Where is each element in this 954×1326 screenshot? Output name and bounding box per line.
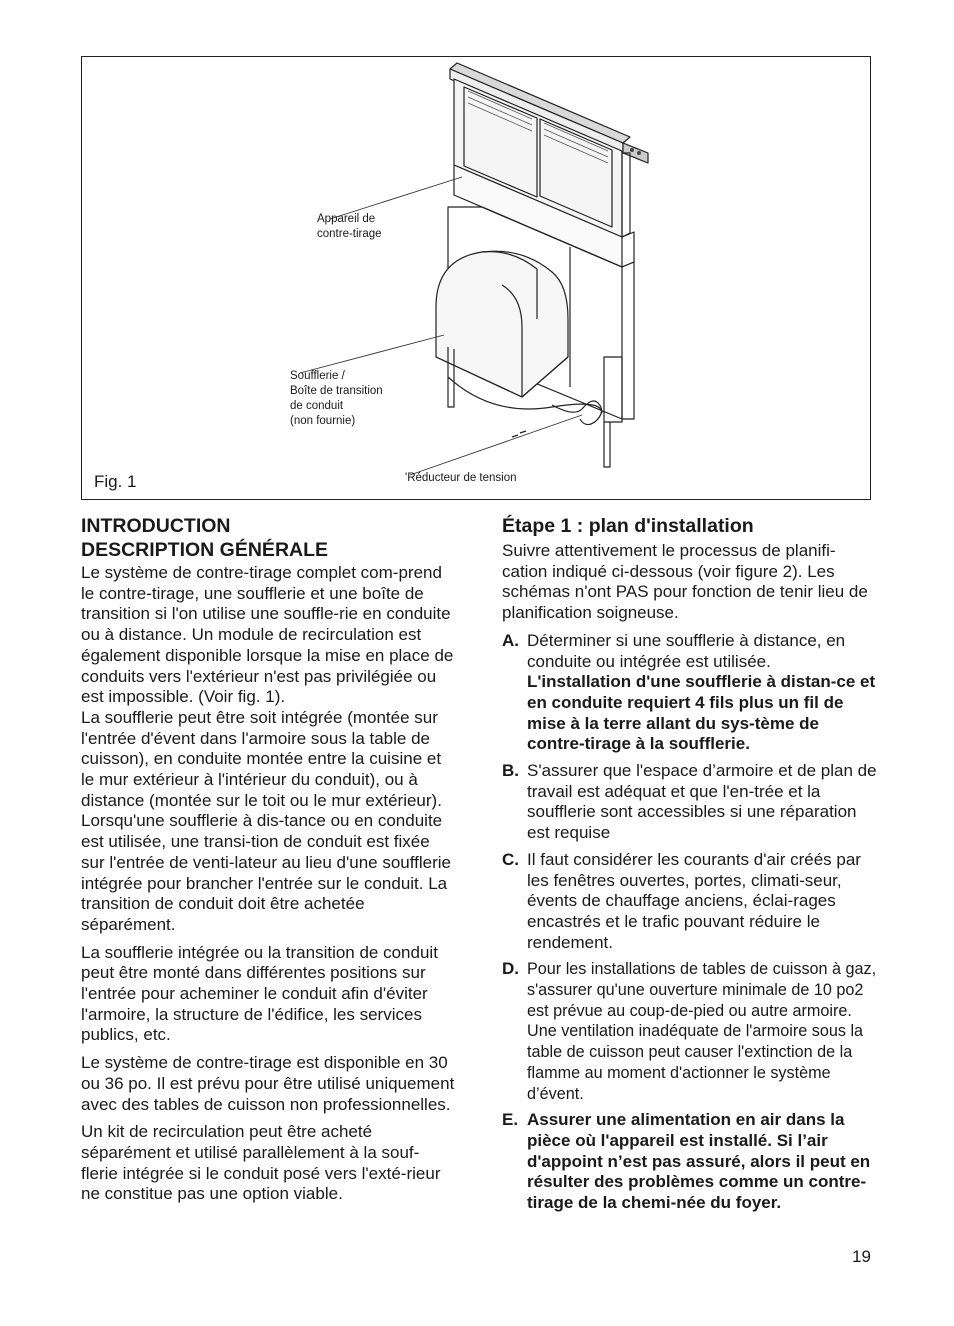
list-item: [502, 761, 877, 844]
item-letter: D.: [502, 959, 519, 979]
intro-column: [81, 514, 456, 1205]
section-heading: [81, 514, 456, 562]
step1-column: [502, 514, 877, 1214]
item-letter: A.: [502, 630, 519, 650]
item-bold-text: L'installation d'une soufflerie à distan-ce et en conduite requiert 4 fils plus un fil de mise à la terre allant du sys-tème de contre-tirage à la soufflerie.: [527, 672, 876, 754]
figure-caption: Fig. 1: [94, 472, 137, 491]
heading-line-2: DESCRIPTION GÉNÉRALE: [81, 539, 329, 561]
callout-appareil: Appareil de contre-tirage: [317, 213, 382, 240]
item-text: Pour les installations de tables de cuisson à gaz, s'assurer qu'une ouverture minimale de 10 po2 est prévue au coup-de-pied ou autre armoire. Une ventilation inadéquate de l'armoire sous la table de cuisson peut causer l'extinction de la flamme au moment d'actionner le système d’évent.: [527, 960, 877, 1103]
list-item: [502, 1110, 877, 1214]
item-text: Déterminer si une soufflerie à distance, en conduite ou intégrée est utilisée.: [527, 630, 846, 671]
list-item: [502, 850, 877, 954]
item-letter: B.: [502, 761, 519, 781]
item-text: Il faut considérer les courants d'air créés par les fenêtres ouvertes, portes, climati-seur, évents de chauffage anciens, éclai-rages encastrés et le trafic pouvant réduire le rendement.: [527, 849, 861, 952]
heading-line-1: INTRODUCTION: [81, 515, 231, 537]
item-text: S'assurer que l'espace d’armoire et de plan de travail est adéquat et que l'en-trée et la soufflerie sont accessibles si une réparation est requise: [527, 761, 877, 843]
page-number: 19: [852, 1247, 871, 1266]
intro-paragraph-5: Un kit de recirculation peut être acheté séparément et utilisé parallèlement à la souf-flerie intégrée si le conduit posé vers l'exté-rieur ne constitue pas une option viable.: [81, 1122, 441, 1204]
downdraft-illustration: [82, 57, 872, 501]
item-letter: C.: [502, 849, 519, 869]
callout-reducteur: 'Réducteur de tension: [405, 472, 517, 484]
step-heading: Étape 1 : plan d'installation: [502, 515, 754, 537]
item-text: Assurer une alimentation en air dans la pièce où l'appareil est installé. Si l’air d'appoint n’est pas assuré, alors il peut en résulter des problèmes comme un contre-tirage de la chemi-née du foyer.: [527, 1110, 871, 1213]
step-intro: Suivre attentivement le processus de planifi-cation indiqué ci-dessous (voir figure 2). Les schémas n'ont PAS pour fonction de tenir lieu de planification soigneuse.: [502, 541, 868, 623]
list-item: [502, 959, 877, 1104]
item-letter: E.: [502, 1110, 519, 1130]
figure-1: [81, 56, 871, 500]
intro-paragraph-1: Le système de contre-tirage complet com-prend le contre-tirage, une soufflerie et une boîte de transition si l'on utilise une souffle-rie en conduite ou à distance. Un module de recirculation est également disponible lorsque la mise en place de conduits vers l'extérieur n'est pas privilégiée ou est impossible. (Voir fig. 1).: [81, 563, 454, 707]
intro-paragraph-2: La soufflerie peut être soit intégrée (montée sur l'entrée d'évent dans l'armoire sous la table de cuisson), en conduite montée entre la cuisine et le mur extérieur à l'intérieur du conduit), ou à distance (montée sur le toit ou le mur extérieur). Lorsqu'une soufflerie à dis-tance ou en conduite est utilisée, une transi-tion de conduit est fixée sur l'entrée de venti-lateur au lieu d'une soufflerie intégrée pour brancher l'entrée sur le conduit. La transition de conduit doit être achetée séparément.: [81, 707, 452, 934]
callout-soufflerie: Soufflerie / Boîte de transition de conduit (non fournie): [290, 370, 383, 427]
list-item: [502, 631, 877, 755]
intro-paragraph-3: La soufflerie intégrée ou la transition de conduit peut être monté dans différentes positions sur l'entrée pour acheminer le conduit afin d'éviter l'armoire, la structure de l'édifice, les services publics, etc.: [81, 942, 438, 1045]
intro-paragraph-4: Le système de contre-tirage est disponible en 30 ou 36 po. Il est prévu pour être utilisé uniquement avec des tables de cuisson non professionnelles.: [81, 1053, 455, 1114]
